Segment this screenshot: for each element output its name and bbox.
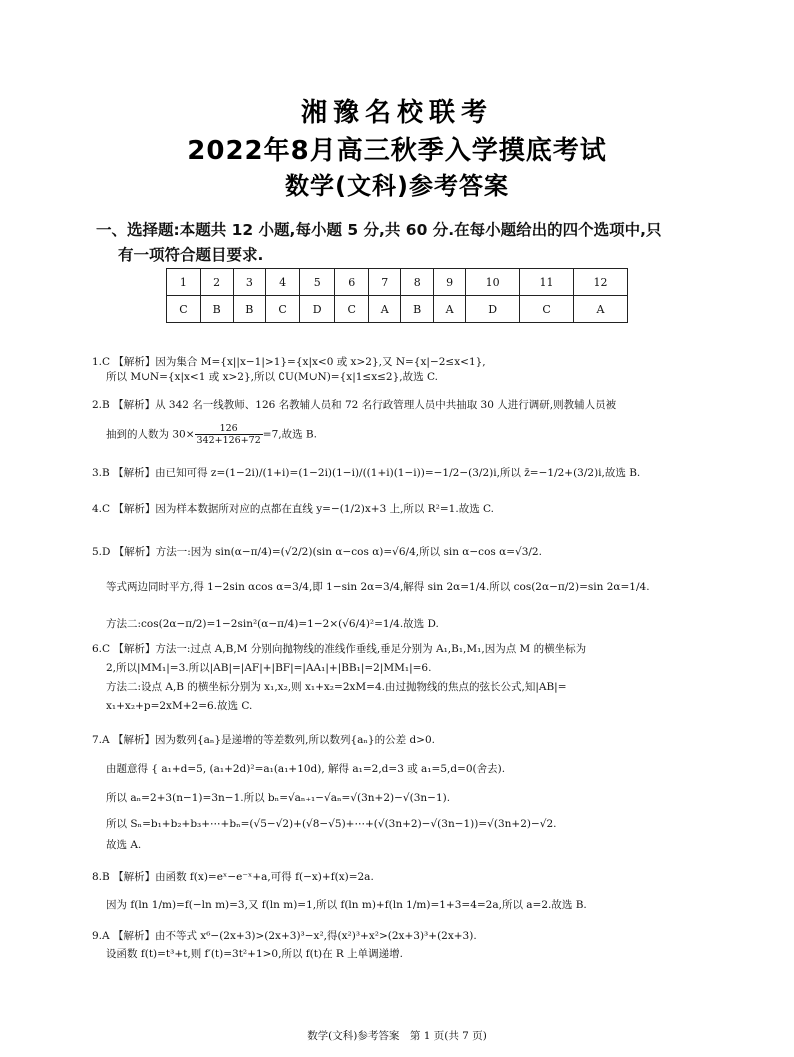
answer-cell: B [200,296,233,323]
question-number-cell: 1 [167,269,201,296]
question-number-cell: 7 [369,269,401,296]
fraction [195,423,263,446]
fraction-denominator: 342+126+72 [196,435,261,446]
solution-line: 2,所以|MM₁|=3.所以|AB|=|AF|+|BF|=|AA₁|+|BB₁|=2|MM₁|=6. [106,662,432,674]
section-heading [96,218,716,268]
question-number-row [167,269,628,296]
question-number-cell: 2 [200,269,233,296]
solution-7 [92,733,732,853]
exam-name-title: 2022年8月高三秋季入学摸底考试 [187,136,607,166]
solution-line: 7.A 【解析】因为数列{aₙ}是递增的等差数列,所以数列{aₙ}的公差 d>0. [92,734,435,746]
solution-line [92,423,732,446]
section-heading-line1: 一、选择题:本题共 12 小题,每小题 5 分,共 60 分.在每小题给出的四个选项中,只 [96,221,662,239]
solution-2 [92,398,732,446]
answer-row [167,296,628,323]
answer-cell: A [573,296,627,323]
question-number-cell: 12 [573,269,627,296]
solution-line: 所以 Sₙ=b₁+b₂+b₃+⋯+bₙ=(√5−√2)+(√8−√5)+⋯+(√(3n+2)−√(3n−1))=√(3n+2)−√2. [106,818,557,830]
question-number-cell: 9 [434,269,466,296]
solution-line: 故选 A. [106,839,142,851]
solution-1 [92,355,732,385]
solution-line: 等式两边同时平方,得 1−2sin αcos α=3/4,即 1−sin 2α=3/4,解得 sin 2α=1/4.所以 cos(2α−π/2)=sin 2α=1/4. [106,581,650,593]
solution-9 [92,929,732,962]
fraction-suffix: =7,故选 B. [262,428,317,441]
question-number-cell: 6 [335,269,369,296]
answer-cell: B [401,296,434,323]
answer-cell: D [300,296,335,323]
question-number-cell: 4 [266,269,300,296]
answer-cell: B [233,296,266,323]
question-number-cell: 10 [466,269,520,296]
solution-line: 3.B 【解析】由已知可得 z=(1−2i)/(1+i)=(1−2i)(1−i)/((1+i)(1−i))=−1/2−(3/2)i,所以 z̄=−1/2+(3/2)i,故选 B. [92,467,641,479]
solution-8 [92,870,732,913]
solution-4 [92,502,732,517]
question-number-cell: 11 [520,269,574,296]
solution-5 [92,545,732,632]
solution-line: 5.D 【解析】方法一:因为 sin(α−π/4)=(√2/2)(sin α−cos α)=√6/4,所以 sin α−cos α=√3/2. [92,546,542,558]
question-number-cell: 3 [233,269,266,296]
solution-line: 所以 aₙ=2+3(n−1)=3n−1.所以 bₙ=√aₙ₊₁−√aₙ=√(3n+2)−√(3n−1). [106,792,451,804]
answer-cell: C [167,296,201,323]
answer-key-title: 数学(文科)参考答案 [285,172,509,200]
solution-3 [92,466,732,481]
solution-line: 9.A 【解析】由不等式 x⁶−(2x+3)>(2x+3)³−x²,得(x²)³+x²>(2x+3)³+(2x+3). [92,930,477,942]
section-heading-line2: 有一项符合题目要求. [118,246,264,264]
solution-6 [92,642,732,714]
solution-line: 4.C 【解析】因为样本数据所对应的点都在直线 y=−(1/2)x+3 上,所以 R²=1.故选 C. [92,503,495,515]
answer-cell: A [369,296,401,323]
question-number-cell: 5 [300,269,335,296]
solution-line: 方法二:cos(2α−π/2)=1−2sin²(α−π/4)=1−2×(√6/4)²=1/4.故选 D. [106,618,439,630]
solution-line: 8.B 【解析】由函数 f(x)=eˣ−e⁻ˣ+a,可得 f(−x)+f(x)=2a. [92,871,374,883]
page-footer: 数学(文科)参考答案 第 1 页(共 7 页) [307,1030,487,1042]
solution-line: 所以 M∪N={x|x<1 或 x>2},所以 ∁U(M∪N)={x|1≤x≤2},故选 C. [106,371,438,383]
solution-line: 1.C 【解析】因为集合 M={x||x−1|>1}={x|x<0 或 x>2},又 N={x|−2≤x<1}, [92,356,486,368]
fraction-numerator: 126 [195,423,263,435]
answer-cell: C [520,296,574,323]
solution-line: 2.B 【解析】从 342 名一线教师、126 名教辅人员和 72 名行政管理人员中共抽取 30 人进行调研,则教辅人员被 [92,399,617,411]
solution-line: 由题意得 { a₁+d=5, (a₁+2d)²=a₁(a₁+10d), 解得 a₁=2,d=3 或 a₁=5,d=0(舍去). [106,763,506,775]
solution-line: 设函数 f(t)=t³+t,则 f′(t)=3t²+1>0,所以 f(t)在 R 上单调递增. [106,948,403,960]
solution-line: 6.C 【解析】方法一:过点 A,B,M 分别向抛物线的准线作垂线,垂足分别为 A₁,B₁,M₁,因为点 M 的横坐标为 [92,643,587,655]
solution-line: 因为 f(ln 1/m)=f(−ln m)=3,又 f(ln m)=1,所以 f(ln m)+f(ln 1/m)=1+3=4=2a,所以 a=2.故选 B. [106,899,587,911]
answer-cell: A [434,296,466,323]
question-number-cell: 8 [401,269,434,296]
answer-cell: C [335,296,369,323]
answer-cell: C [266,296,300,323]
exam-org-title: 湘豫名校联考 [300,98,493,128]
fraction-prefix: 抽到的人数为 30× [106,428,195,441]
solution-line: 方法二:设点 A,B 的横坐标分别为 x₁,x₂,则 x₁+x₂=2xM=4.由过抛物线的焦点的弦长公式,知|AB|= [106,681,567,693]
answer-cell: D [466,296,520,323]
solution-line: x₁+x₂+p=2xM+2=6.故选 C. [106,700,253,712]
answer-table [166,268,628,323]
